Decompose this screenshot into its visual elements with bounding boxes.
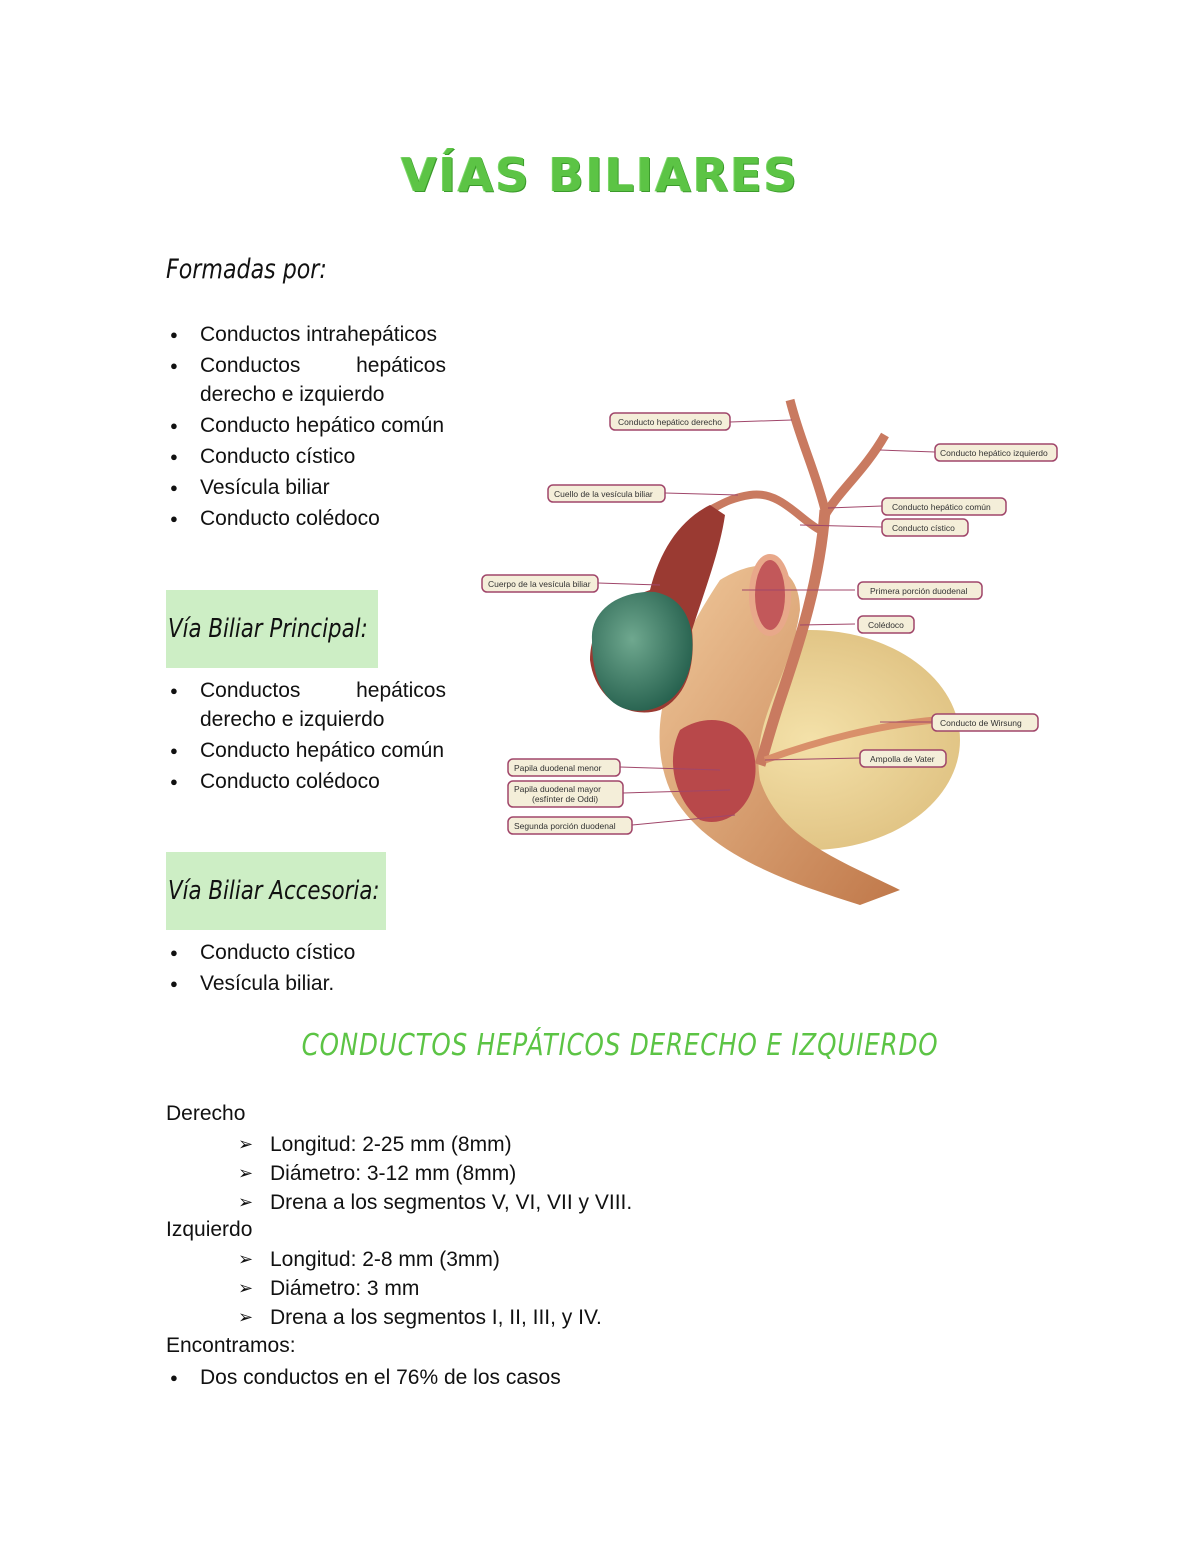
svg-text:Cuerpo de la vesícula biliar: Cuerpo de la vesícula biliar	[488, 579, 591, 589]
list-item: ● Conducto colédoco	[166, 767, 446, 796]
label-gallbladder-neck	[548, 485, 665, 502]
derecho-label: Derecho	[166, 1102, 246, 1125]
izquierdo-label: Izquierdo	[166, 1218, 253, 1241]
svg-text:Papila duodenal menor: Papila duodenal menor	[514, 763, 602, 773]
list-item: ➢ Drena a los segmentos V, VI, VII y VIII.	[236, 1188, 632, 1217]
list-item: ● Conducto hepático común	[166, 736, 446, 765]
principal-heading: Vía Biliar Principal:	[168, 614, 368, 644]
encontramos-list	[166, 1363, 666, 1394]
page-title: VÍAS BILIARES	[401, 148, 799, 202]
label-vater	[860, 750, 946, 767]
formadas-heading: Formadas por:	[166, 254, 327, 285]
list-item: ➢ Longitud: 2-8 mm (3mm)	[236, 1245, 602, 1274]
list-item: ● Conducto colédoco	[166, 504, 446, 533]
label-hepatic-right	[610, 413, 730, 430]
svg-text:Cuello de la vesícula biliar: Cuello de la vesícula biliar	[554, 489, 653, 499]
label-common-hepatic	[882, 498, 1006, 515]
first-portion-lumen	[752, 557, 788, 633]
encontramos-label: Encontramos:	[166, 1334, 296, 1357]
list-item: ● Conducto cístico	[166, 442, 446, 471]
label-second-duodenal	[508, 817, 632, 834]
hepatic-duct-right	[790, 400, 825, 510]
list-item: ● Conductos hepáticos derecho e izquierdo	[166, 676, 446, 734]
list-item: ● Dos conductos en el 76% de los casos	[166, 1363, 666, 1392]
list-item: ● Conductos hepáticos derecho e izquierdo	[166, 351, 446, 409]
svg-text:Conducto hepático derecho: Conducto hepático derecho	[618, 417, 722, 427]
section-title-hepatic-ducts: CONDUCTOS HEPÁTICOS DERECHO E IZQUIERDO	[301, 1028, 939, 1063]
derecho-list	[236, 1130, 632, 1217]
label-gallbladder-body	[482, 575, 598, 592]
svg-text:Conducto de Wirsung: Conducto de Wirsung	[940, 718, 1022, 728]
label-major-papilla	[508, 781, 623, 807]
svg-text:Segunda porción duodenal: Segunda porción duodenal	[514, 821, 616, 831]
list-item: ● Conductos intrahepáticos	[166, 320, 446, 349]
label-hepatic-left	[935, 444, 1057, 461]
label-minor-papilla	[508, 759, 620, 776]
svg-text:Primera porción duodenal: Primera porción duodenal	[870, 586, 968, 596]
principal-list	[166, 676, 446, 798]
svg-text:Conducto cístico: Conducto cístico	[892, 523, 955, 533]
izquierdo-list	[236, 1245, 602, 1332]
list-item: ➢ Diámetro: 3 mm	[236, 1274, 602, 1303]
list-item: ● Vesícula biliar.	[166, 969, 446, 998]
list-item: ➢ Diámetro: 3-12 mm (8mm)	[236, 1159, 632, 1188]
label-cystic-duct	[882, 519, 968, 536]
list-item: ● Conducto hepático común	[166, 411, 446, 440]
hepatic-duct-left	[825, 435, 885, 515]
formadas-list	[166, 320, 446, 535]
list-item: ➢ Drena a los segmentos I, II, III, y IV.	[236, 1303, 602, 1332]
label-choledochus	[858, 616, 914, 633]
list-item: ● Conducto cístico	[166, 938, 446, 967]
principal-heading-box	[166, 590, 378, 668]
label-first-duodenal	[858, 582, 982, 599]
svg-text:Colédoco: Colédoco	[868, 620, 904, 630]
svg-text:Conducto hepático común: Conducto hepático común	[892, 502, 991, 512]
accesoria-heading: Vía Biliar Accesoria:	[168, 876, 380, 906]
biliary-anatomy-illustration	[480, 380, 1080, 910]
accesoria-heading-box	[166, 852, 386, 930]
svg-text:Papila duodenal mayor: Papila duodenal mayor	[514, 784, 601, 794]
svg-text:Ampolla de Vater: Ampolla de Vater	[870, 754, 935, 764]
svg-text:Conducto hepático izquierdo: Conducto hepático izquierdo	[940, 448, 1048, 458]
list-item: ● Vesícula biliar	[166, 473, 446, 502]
accesoria-list	[166, 938, 446, 1000]
svg-text:(esfínter de Oddi): (esfínter de Oddi)	[532, 794, 599, 804]
label-wirsung	[932, 714, 1038, 731]
list-item: ➢ Longitud: 2-25 mm (8mm)	[236, 1130, 632, 1159]
